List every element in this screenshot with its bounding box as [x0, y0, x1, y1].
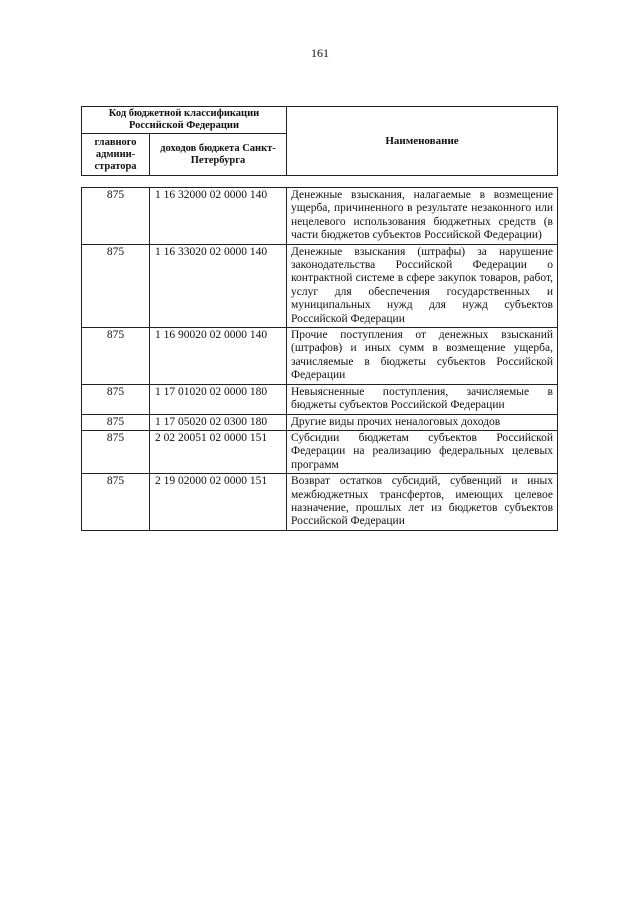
page-number: 161: [311, 46, 329, 60]
revenue-code-cell: 1 16 32000 02 0000 140: [150, 188, 287, 245]
admin-code-cell: 875: [82, 188, 150, 245]
admin-code-cell: 875: [82, 430, 150, 473]
description-cell: Невыясненные поступления, зачисляемые в бюджеты субъектов Российской Федерации: [287, 384, 558, 414]
admin-code-cell: 875: [82, 474, 150, 531]
table-row: [82, 474, 558, 531]
revenue-code-cell: 2 19 02000 02 0000 151: [150, 474, 287, 531]
table-row: [82, 414, 558, 430]
description-cell: Денежные взыскания, налагаемые в возмещение ущерба, причиненного в результате незаконного или нецелевого использования бюджетных средств (в части бюджетов субъектов Российской Федерации): [287, 188, 558, 245]
revenue-code-cell: 2 02 20051 02 0000 151: [150, 430, 287, 473]
table-row: [82, 188, 558, 245]
admin-code-cell: 875: [82, 414, 150, 430]
description-cell: Возврат остатков субсидий, субвенций и иных межбюджетных трансфертов, имеющих целевое назначение, прошлых лет из бюджетов субъектов Российской Федерации: [287, 474, 558, 531]
bk-code-title: Код бюджетной классификации Российской Федерации: [82, 107, 287, 134]
admin-column-header: главного админи-стратора: [82, 134, 150, 176]
table-row: [82, 384, 558, 414]
description-cell: Денежные взыскания (штрафы) за нарушение законодательства Российской Федерации о контрактной системе в сфере закупок товаров, работ, услуг для обеспечения государственных и муниципальных нужд для нужд субъектов Российской Федерации: [287, 244, 558, 327]
table-row: [82, 244, 558, 327]
table-header: [81, 106, 558, 176]
revenue-code-cell: 1 16 33020 02 0000 140: [150, 244, 287, 327]
revenue-code-cell: 1 17 01020 02 0000 180: [150, 384, 287, 414]
revenue-code-cell: 1 17 05020 02 0300 180: [150, 414, 287, 430]
table-row: [82, 430, 558, 473]
revenue-column-header: доходов бюджета Санкт-Петербурга: [150, 134, 287, 176]
revenue-code-cell: 1 16 90020 02 0000 140: [150, 328, 287, 385]
admin-code-cell: 875: [82, 328, 150, 385]
description-cell: Прочие поступления от денежных взысканий (штрафов) и иных сумм в возмещение ущерба, зачисляемые в бюджеты субъектов Российской Федерации: [287, 328, 558, 385]
admin-code-cell: 875: [82, 244, 150, 327]
admin-code-cell: 875: [82, 384, 150, 414]
revenue-table: [81, 187, 558, 531]
description-cell: Другие виды прочих неналоговых доходов: [287, 414, 558, 430]
name-column-header: Наименование: [287, 107, 558, 176]
description-cell: Субсидии бюджетам субъектов Российской Федерации на реализацию федеральных целевых программ: [287, 430, 558, 473]
table-row: [82, 328, 558, 385]
